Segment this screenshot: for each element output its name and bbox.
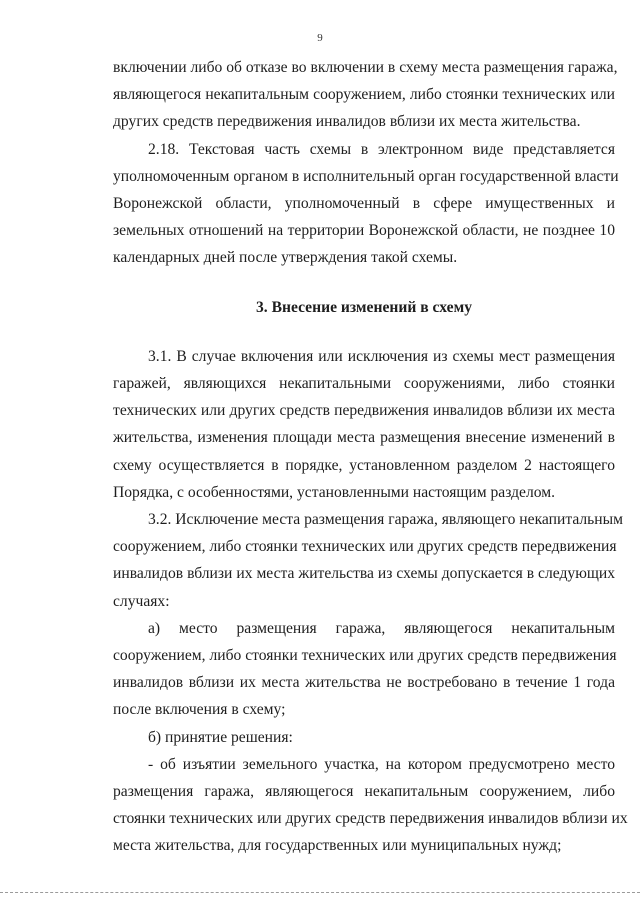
text-line: Воронежской области, уполномоченный в сфере имущественных и xyxy=(113,195,615,213)
text-line: размещения гаража, являющегося некапитальным сооружением, либо xyxy=(113,783,615,801)
text-line: инвалидов вблизи их места жительства не востребовано в течение 1 года xyxy=(113,674,615,692)
document-body xyxy=(113,54,628,860)
text-line: Порядка, с особенностями, установленными настоящим разделом. xyxy=(113,483,555,501)
text-line: технических или других средств передвижения инвалидов вблизи их места xyxy=(113,402,615,420)
text-line: сооружением, либо стоянки технических или других средств передвижения xyxy=(113,647,617,665)
text-line: являющегося некапитальным сооружением, либо стоянки технических или xyxy=(113,86,615,104)
text-line: уполномоченным органом в исполнительный орган государственной власти xyxy=(113,167,619,185)
section-title: 3. Внесение изменений в схему xyxy=(255,298,473,316)
paragraph-item-a xyxy=(113,615,615,724)
text-line: гаражей, являющихся некапитальными сооружениями, либо стоянки xyxy=(113,375,615,393)
page-number: 9 xyxy=(317,32,323,44)
text-line: 2.18. Текстовая часть схемы в электронном виде представляется xyxy=(148,140,615,158)
paragraph-3-1 xyxy=(113,343,615,506)
text-line: включении либо об отказе во включении в схему места размещения гаража, xyxy=(113,59,618,76)
text-line: б) принятие решения: xyxy=(148,728,293,746)
paragraph-continuation xyxy=(113,54,618,136)
text-line: календарных дней после утверждения такой схемы. xyxy=(113,249,458,267)
paragraph-item-b xyxy=(113,724,615,751)
text-line: инвалидов вблизи их места жительства из схемы допускается в следующих xyxy=(113,565,615,583)
text-line: других средств передвижения инвалидов вблизи их места жительства. xyxy=(113,113,581,131)
text-line: - об изъятии земельного участка, на котором предусмотрено место xyxy=(148,755,615,773)
text-line: случаях: xyxy=(113,592,170,610)
text-line: 3.2. Исключение места размещения гаража, являющего некапитальным xyxy=(148,511,623,529)
text-line: стоянки технических или других средств передвижения инвалидов вблизи их xyxy=(113,810,628,828)
paragraph-3-2 xyxy=(113,506,623,615)
text-line: жительства, изменения площади места размещения внесение изменений в xyxy=(113,429,615,447)
text-line: сооружением, либо стоянки технических или других средств передвижения xyxy=(113,538,617,556)
text-line: схему осуществляется в порядке, установленном разделом 2 настоящего xyxy=(113,456,615,474)
text-line: земельных отношений на территории Воронежской области, не позднее 10 xyxy=(113,222,615,240)
text-line: а) место размещения гаража, являющегося некапитальным xyxy=(148,619,615,637)
text-line: места жительства, для государственных или муниципальных нужд; xyxy=(113,837,562,855)
text-line: после включения в схему; xyxy=(113,701,286,719)
paragraph-dash-item xyxy=(113,751,628,860)
page-bottom-divider xyxy=(0,892,640,893)
text-line: 3.1. В случае включения или исключения из схемы мест размещения xyxy=(148,347,615,365)
paragraph-2-18 xyxy=(113,136,619,272)
